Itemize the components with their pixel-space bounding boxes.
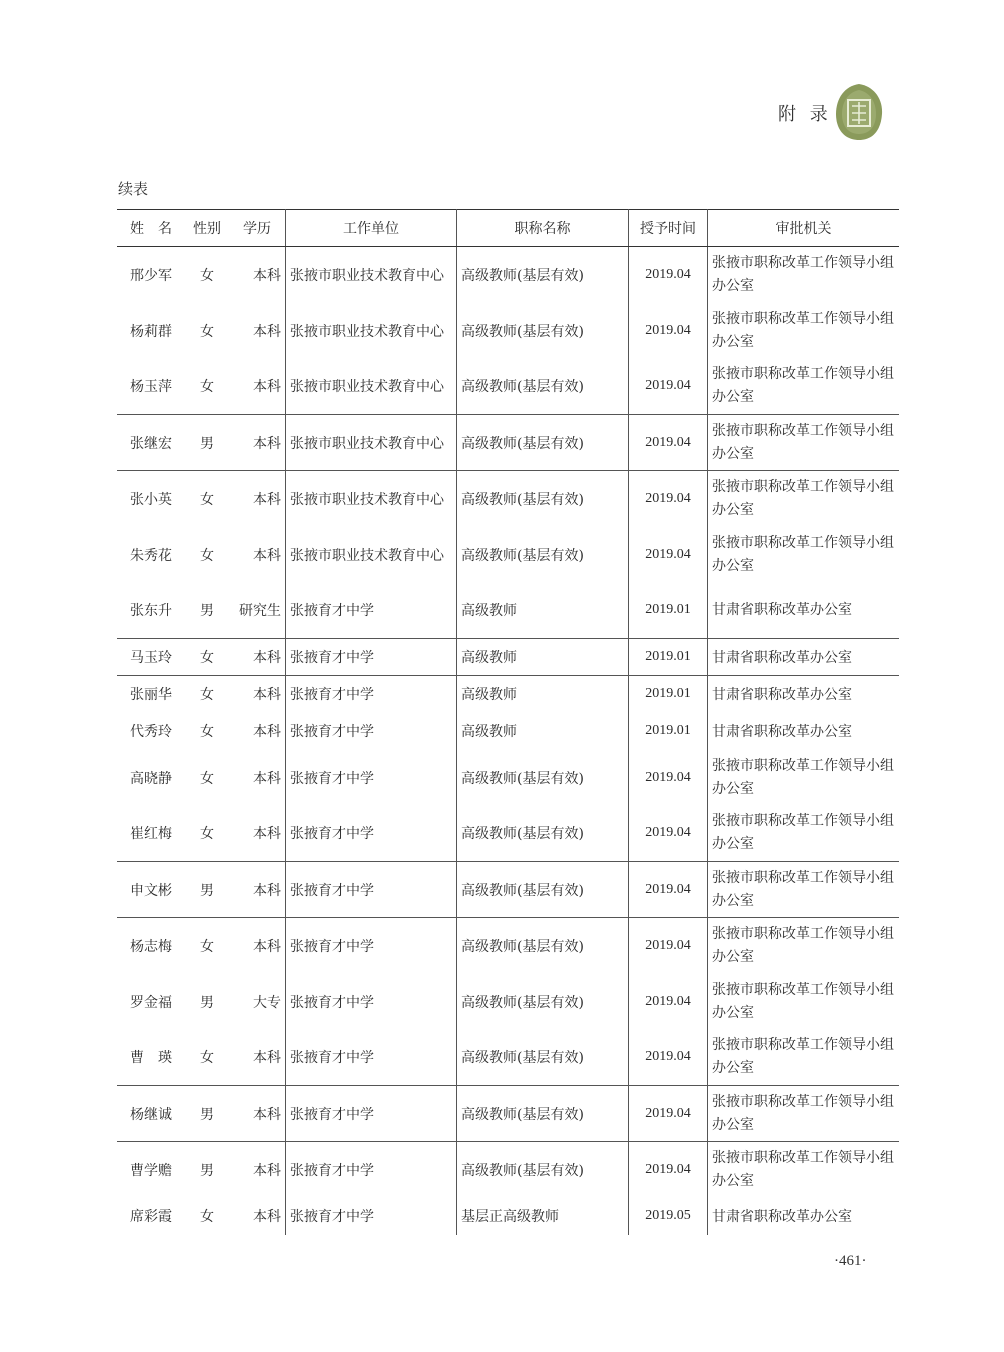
cell-sex: 男 xyxy=(185,1142,229,1198)
cell-name: 杨玉萍 xyxy=(130,379,172,396)
cell-sex: 女 xyxy=(185,471,229,527)
cell-authority: 张掖市职称改革工作领导小组办公室 xyxy=(712,310,894,350)
cell-unit: 张掖育才中学 xyxy=(286,713,457,750)
cell-title: 高级教师(基层有效) xyxy=(457,1030,629,1086)
cell-title: 高级教师(基层有效) xyxy=(457,359,629,415)
cell-date: 2019.01 xyxy=(629,676,708,713)
cell-education: 大专 xyxy=(229,974,286,1030)
cell-sex: 女 xyxy=(185,918,229,974)
cell-authority: 张掖市职称改革工作领导小组办公室 xyxy=(712,366,894,406)
cell-unit: 张掖育才中学 xyxy=(286,639,457,676)
cell-authority: 张掖市职称改革工作领导小组办公室 xyxy=(708,862,900,918)
cell-education: 本科 xyxy=(229,862,286,918)
page-number: ·461· xyxy=(834,1253,867,1269)
cell-date: 2019.04 xyxy=(629,359,708,415)
cell-education: 本科 xyxy=(229,1198,286,1235)
cell-title: 高级教师(基层有效) xyxy=(457,471,629,527)
cell-education: 研究生 xyxy=(229,583,286,639)
table-header-row xyxy=(117,210,899,247)
cell-date: 2019.04 xyxy=(629,974,708,1030)
table-row xyxy=(117,750,899,806)
cell-name: 罗金福 xyxy=(130,994,172,1011)
column-header-unit: 工作单位 xyxy=(286,210,457,247)
cell-date: 2019.04 xyxy=(629,527,708,583)
cell-title: 高级教师(基层有效) xyxy=(457,1142,629,1198)
cell-name: 马玉玲 xyxy=(117,639,185,676)
cell-date: 2019.04 xyxy=(629,1086,708,1142)
cell-date: 2019.04 xyxy=(629,750,708,806)
table-row xyxy=(117,471,899,527)
cell-date: 2019.04 xyxy=(629,918,708,974)
cell-date: 2019.01 xyxy=(629,639,708,676)
cell-education: 本科 xyxy=(229,527,286,583)
cell-authority: 张掖市职称改革工作领导小组办公室 xyxy=(708,415,900,471)
cell-education: 本科 xyxy=(229,1030,286,1086)
cell-date: 2019.05 xyxy=(629,1198,708,1235)
cell-title: 高级教师(基层有效) xyxy=(457,303,629,359)
table-row xyxy=(117,247,899,303)
table-row xyxy=(117,713,899,750)
cell-authority: 甘肃省职称改革办公室 xyxy=(712,724,852,740)
column-header-name: 姓 名 xyxy=(117,210,185,247)
cell-title: 高级教师 xyxy=(457,583,629,639)
cell-title: 基层正高级教师 xyxy=(457,1198,629,1235)
cell-title: 高级教师(基层有效) xyxy=(457,918,629,974)
table-row xyxy=(117,974,899,1030)
cell-sex: 女 xyxy=(200,724,214,740)
cell-education: 本科 xyxy=(229,918,286,974)
cell-title: 高级教师(基层有效) xyxy=(457,527,629,583)
cell-sex: 女 xyxy=(185,639,229,676)
cell-education: 本科 xyxy=(229,303,286,359)
column-header-education: 学历 xyxy=(229,210,286,247)
cell-unit: 张掖育才中学 xyxy=(286,1030,457,1086)
table-row xyxy=(117,1142,899,1198)
cell-unit: 张掖市职业技术教育中心 xyxy=(286,527,457,583)
cell-title: 高级教师(基层有效) xyxy=(457,974,629,1030)
cell-date: 2019.04 xyxy=(629,303,708,359)
cell-unit: 张掖育才中学 xyxy=(286,862,457,918)
section-title: 附 录 xyxy=(778,104,832,125)
cell-unit: 张掖育才中学 xyxy=(286,806,457,862)
cell-authority: 张掖市职称改革工作领导小组办公室 xyxy=(708,918,900,974)
cell-title: 高级教师(基层有效) xyxy=(457,415,629,471)
table-row xyxy=(117,676,899,713)
cell-title: 高级教师 xyxy=(457,676,629,713)
cell-title: 高级教师 xyxy=(457,639,629,676)
cell-authority: 张掖市职称改革工作领导小组办公室 xyxy=(708,1142,900,1198)
cell-name: 杨继诚 xyxy=(117,1086,185,1142)
cell-unit: 张掖市职业技术教育中心 xyxy=(286,247,457,303)
cell-sex: 女 xyxy=(200,267,214,284)
table-row xyxy=(117,918,899,974)
cell-authority: 张掖市职称改革工作领导小组办公室 xyxy=(712,981,894,1021)
cell-unit: 张掖市职业技术教育中心 xyxy=(286,415,457,471)
cell-date: 2019.01 xyxy=(629,713,708,750)
cell-date: 2019.04 xyxy=(629,806,708,862)
table-row xyxy=(117,303,899,359)
table-row xyxy=(117,1198,899,1235)
cell-education: 本科 xyxy=(229,471,286,527)
cell-education: 本科 xyxy=(229,639,286,676)
table-row xyxy=(117,415,899,471)
cell-title: 高级教师(基层有效) xyxy=(457,247,629,303)
cell-education: 本科 xyxy=(229,750,286,806)
cell-date: 2019.04 xyxy=(629,1030,708,1086)
table-continued-label: 续表 xyxy=(118,180,149,198)
table-row xyxy=(117,639,899,676)
cell-name: 曹 瑛 xyxy=(130,1050,172,1067)
cell-education: 本科 xyxy=(229,247,286,303)
cell-name: 席彩霞 xyxy=(130,1209,172,1225)
table-row xyxy=(117,862,899,918)
cell-sex: 男 xyxy=(185,1086,229,1142)
cell-date: 2019.01 xyxy=(629,583,708,639)
cell-sex: 女 xyxy=(200,826,214,843)
seal-stamp-icon xyxy=(833,82,885,142)
cell-name: 邢少军 xyxy=(130,267,172,284)
cell-sex: 女 xyxy=(200,379,214,396)
table-row xyxy=(117,806,899,862)
cell-education: 本科 xyxy=(229,1142,286,1198)
cell-authority: 甘肃省职称改革办公室 xyxy=(712,1209,852,1225)
cell-date: 2019.04 xyxy=(629,247,708,303)
cell-title: 高级教师 xyxy=(457,713,629,750)
column-header-sex: 性别 xyxy=(185,210,229,247)
cell-name: 高晓静 xyxy=(130,770,172,787)
cell-name: 曹学赡 xyxy=(117,1142,185,1198)
cell-authority: 甘肃省职称改革办公室 xyxy=(708,676,900,713)
cell-unit: 张掖市职业技术教育中心 xyxy=(286,471,457,527)
cell-name: 张东升 xyxy=(130,603,172,620)
cell-date: 2019.04 xyxy=(629,471,708,527)
staff-title-table xyxy=(117,209,899,1235)
cell-unit: 张掖育才中学 xyxy=(286,1198,457,1235)
cell-unit: 张掖育才中学 xyxy=(286,918,457,974)
cell-name: 杨志梅 xyxy=(117,918,185,974)
cell-authority: 甘肃省职称改革办公室 xyxy=(708,639,900,676)
cell-education: 本科 xyxy=(229,415,286,471)
cell-authority: 张掖市职称改革工作领导小组办公室 xyxy=(712,813,894,853)
cell-sex: 女 xyxy=(200,547,214,564)
cell-education: 本科 xyxy=(229,713,286,750)
table-row xyxy=(117,359,899,415)
cell-authority: 张掖市职称改革工作领导小组办公室 xyxy=(708,471,900,527)
table-body xyxy=(117,247,899,1235)
cell-education: 本科 xyxy=(229,676,286,713)
cell-education: 本科 xyxy=(229,359,286,415)
cell-unit: 张掖育才中学 xyxy=(286,750,457,806)
cell-name: 崔红梅 xyxy=(130,826,172,843)
cell-authority: 张掖市职称改革工作领导小组办公室 xyxy=(708,1086,900,1142)
cell-authority: 张掖市职称改革工作领导小组办公室 xyxy=(712,534,894,574)
cell-name: 张继宏 xyxy=(117,415,185,471)
cell-date: 2019.04 xyxy=(629,862,708,918)
cell-sex: 男 xyxy=(185,862,229,918)
cell-name: 朱秀花 xyxy=(130,547,172,564)
column-header-authority: 审批机关 xyxy=(708,210,900,247)
cell-unit: 张掖市职业技术教育中心 xyxy=(286,359,457,415)
cell-name: 张小英 xyxy=(117,471,185,527)
cell-education: 本科 xyxy=(229,806,286,862)
cell-date: 2019.04 xyxy=(629,415,708,471)
cell-sex: 男 xyxy=(200,603,214,620)
cell-sex: 男 xyxy=(185,415,229,471)
table-row xyxy=(117,1086,899,1142)
cell-sex: 女 xyxy=(200,1209,214,1225)
cell-unit: 张掖育才中学 xyxy=(286,1142,457,1198)
cell-sex: 女 xyxy=(200,1050,214,1067)
table-row xyxy=(117,583,899,639)
cell-title: 高级教师(基层有效) xyxy=(457,806,629,862)
cell-date: 2019.04 xyxy=(629,1142,708,1198)
cell-name: 杨莉群 xyxy=(130,323,172,340)
table-row xyxy=(117,1030,899,1086)
column-header-date: 授予时间 xyxy=(629,210,708,247)
table-row xyxy=(117,527,899,583)
cell-authority: 张掖市职称改革工作领导小组办公室 xyxy=(712,1037,894,1077)
cell-authority: 甘肃省职称改革办公室 xyxy=(712,601,852,618)
cell-authority: 张掖市职称改革工作领导小组办公室 xyxy=(712,757,894,797)
column-header-title: 职称名称 xyxy=(457,210,629,247)
cell-sex: 女 xyxy=(185,676,229,713)
cell-name: 申文彬 xyxy=(117,862,185,918)
cell-unit: 张掖育才中学 xyxy=(286,583,457,639)
cell-sex: 女 xyxy=(200,770,214,787)
cell-name: 张丽华 xyxy=(117,676,185,713)
cell-title: 高级教师(基层有效) xyxy=(457,1086,629,1142)
cell-sex: 女 xyxy=(200,323,214,340)
cell-authority: 张掖市职称改革工作领导小组办公室 xyxy=(712,254,894,294)
cell-unit: 张掖育才中学 xyxy=(286,1086,457,1142)
cell-unit: 张掖育才中学 xyxy=(286,974,457,1030)
cell-unit: 张掖市职业技术教育中心 xyxy=(286,303,457,359)
cell-sex: 男 xyxy=(200,994,214,1011)
cell-unit: 张掖育才中学 xyxy=(286,676,457,713)
cell-title: 高级教师(基层有效) xyxy=(457,862,629,918)
cell-name: 代秀玲 xyxy=(130,724,172,740)
cell-title: 高级教师(基层有效) xyxy=(457,750,629,806)
cell-education: 本科 xyxy=(229,1086,286,1142)
